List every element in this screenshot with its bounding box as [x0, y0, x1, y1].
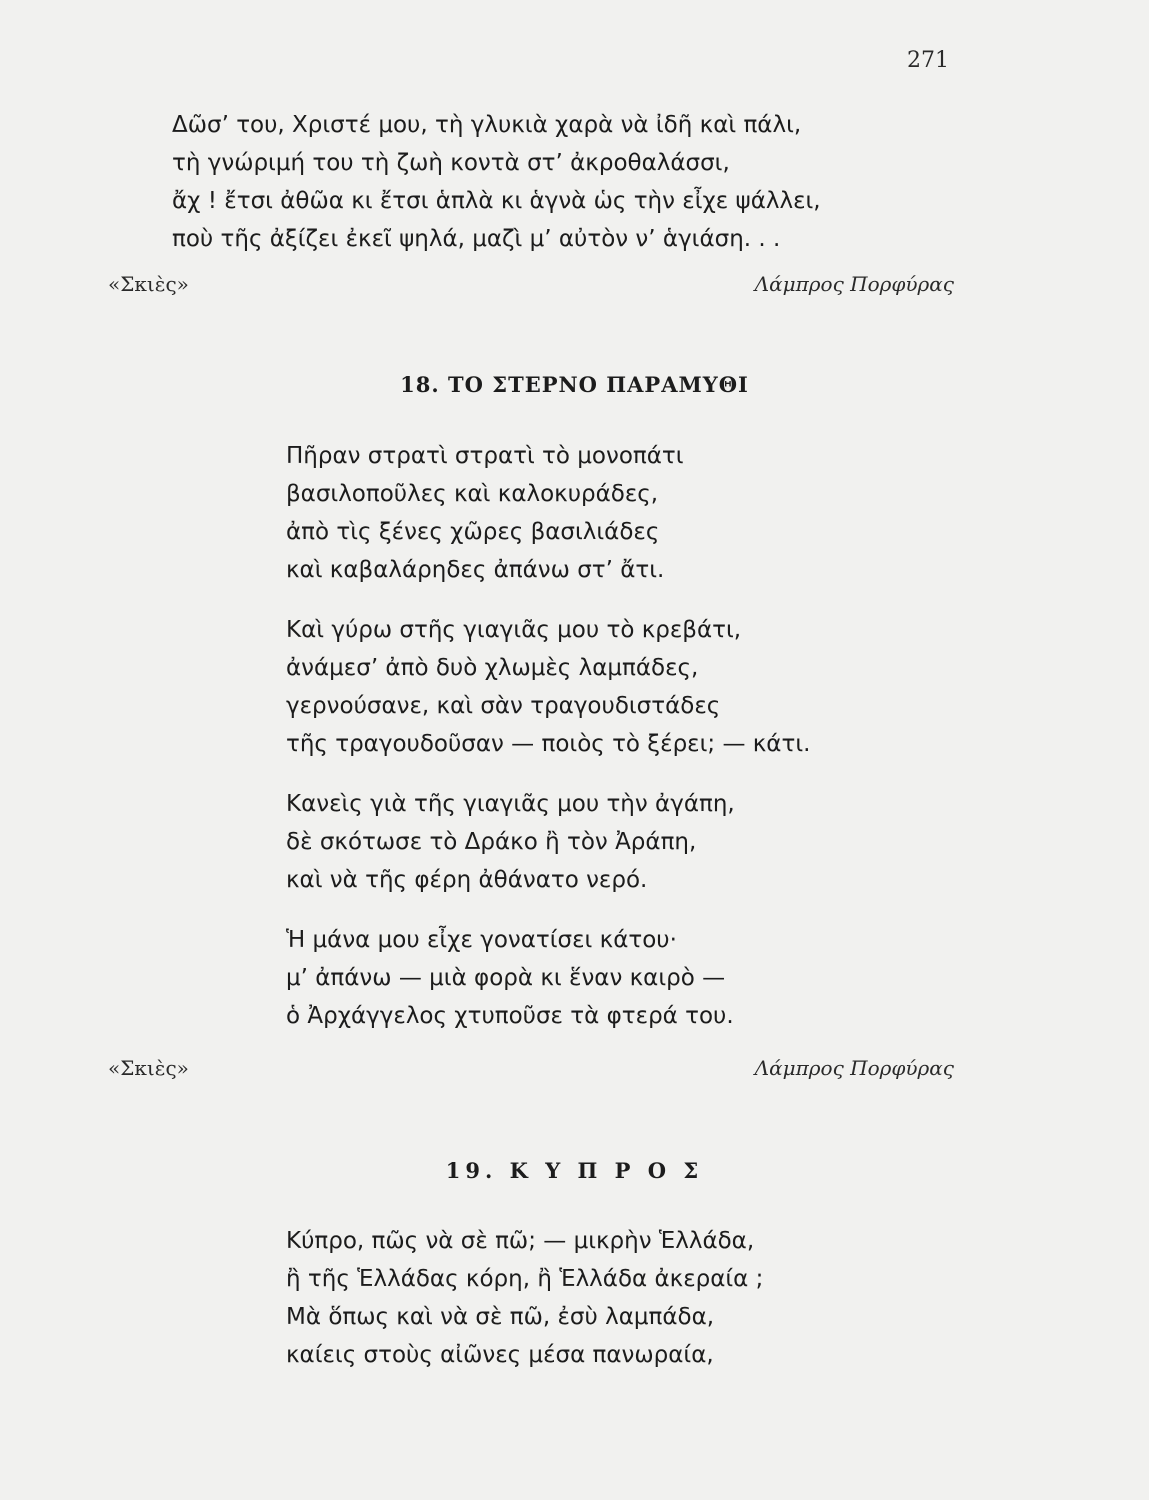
verse-line: Δῶσ’ του, Χριστέ μου, τὴ γλυκιὰ χαρὰ νὰ ἰδῆ καὶ πάλι,: [172, 112, 802, 138]
poem-continuation: [172, 106, 821, 258]
verse-line: Κανεὶς γιὰ τῆς γιαγιᾶς μου τὴν ἀγάπη,: [286, 791, 735, 817]
poem-title: 19. Κ Υ Π Ρ Ο Σ: [445, 1158, 704, 1183]
verse-line: Ἡ μάνα μου εἶχε γονατίσει κάτου·: [286, 927, 677, 953]
verse-line: ἄχ ! ἔτσι ἀθῶα κι ἔτσι ἁπλὰ κι ἁγνὰ ὡς τὴν εἶχε ψάλλει,: [172, 188, 821, 214]
poem-title: 18. ΤΟ ΣΤΕΡΝΟ ΠΑΡΑΜΥΘΙ: [400, 372, 749, 397]
verse-line: τῆς τραγουδοῦσαν — ποιὸς τὸ ξέρει; — κάτι.: [286, 731, 811, 757]
page-number: 271: [907, 48, 949, 73]
stanza: [286, 437, 810, 589]
poem-body: [286, 1222, 763, 1374]
attribution-source: «Σκιὲς»: [108, 272, 189, 296]
poem-body: [286, 437, 810, 1035]
attribution: [108, 272, 954, 296]
stanza: [286, 1222, 763, 1374]
verse-line: μ’ ἀπάνω — μιὰ φορὰ κι ἕναν καιρὸ —: [286, 965, 726, 991]
verse-line: Κύπρο, πῶς νὰ σὲ πῶ; — μικρὴν Ἑλλάδα,: [286, 1228, 755, 1254]
verse-line: Καὶ γύρω στῆς γιαγιᾶς μου τὸ κρεβάτι,: [286, 617, 742, 643]
verse-line: τὴ γνώριμή του τὴ ζωὴ κοντὰ στ’ ἀκροθαλάσσι,: [172, 150, 730, 176]
attribution-source: «Σκιὲς»: [108, 1056, 189, 1080]
verse-line: δὲ σκότωσε τὸ Δράκο ἢ τὸν Ἀράπη,: [286, 829, 697, 855]
attribution: [108, 1056, 954, 1080]
stanza: [286, 921, 810, 1035]
verse-line: καὶ καβαλάρηδες ἀπάνω στ’ ἄτι.: [286, 557, 665, 583]
verse-line: γερνούσανε, καὶ σὰν τραγουδιστάδες: [286, 693, 721, 719]
verse-line: βασιλοποῦλες καὶ καλοκυράδες,: [286, 481, 659, 507]
verse-line: ὁ Ἀρχάγγελος χτυποῦσε τὰ φτερά του.: [286, 1003, 734, 1029]
attribution-author: Λάμπρος Πορφύρας: [754, 1056, 954, 1080]
verse-line: καίεις στοὺς αἰῶνες μέσα πανωραία,: [286, 1342, 714, 1368]
stanza: [286, 611, 810, 763]
attribution-author: Λάμπρος Πορφύρας: [754, 272, 954, 296]
verse-line: ἢ τῆς Ἑλλάδας κόρη, ἢ Ἑλλάδα ἀκεραία ;: [286, 1266, 764, 1292]
verse-line: ἀπὸ τὶς ξένες χῶρες βασιλιάδες: [286, 519, 660, 545]
verse-line: ἀνάμεσ’ ἀπὸ δυὸ χλωμὲς λαμπάδες,: [286, 655, 699, 681]
verse-line: ποὺ τῆς ἀξίζει ἐκεῖ ψηλά, μαζὶ μ’ αὐτὸν ν’ ἁγιάση. . .: [172, 226, 781, 252]
verse-line: καὶ νὰ τῆς φέρη ἀθάνατο νερό.: [286, 867, 648, 893]
stanza: [286, 785, 810, 899]
verse-line: Πῆραν στρατὶ στρατὶ τὸ μονοπάτι: [286, 443, 684, 469]
verse-line: Μὰ ὅπως καὶ νὰ σὲ πῶ, ἐσὺ λαμπάδα,: [286, 1304, 715, 1330]
